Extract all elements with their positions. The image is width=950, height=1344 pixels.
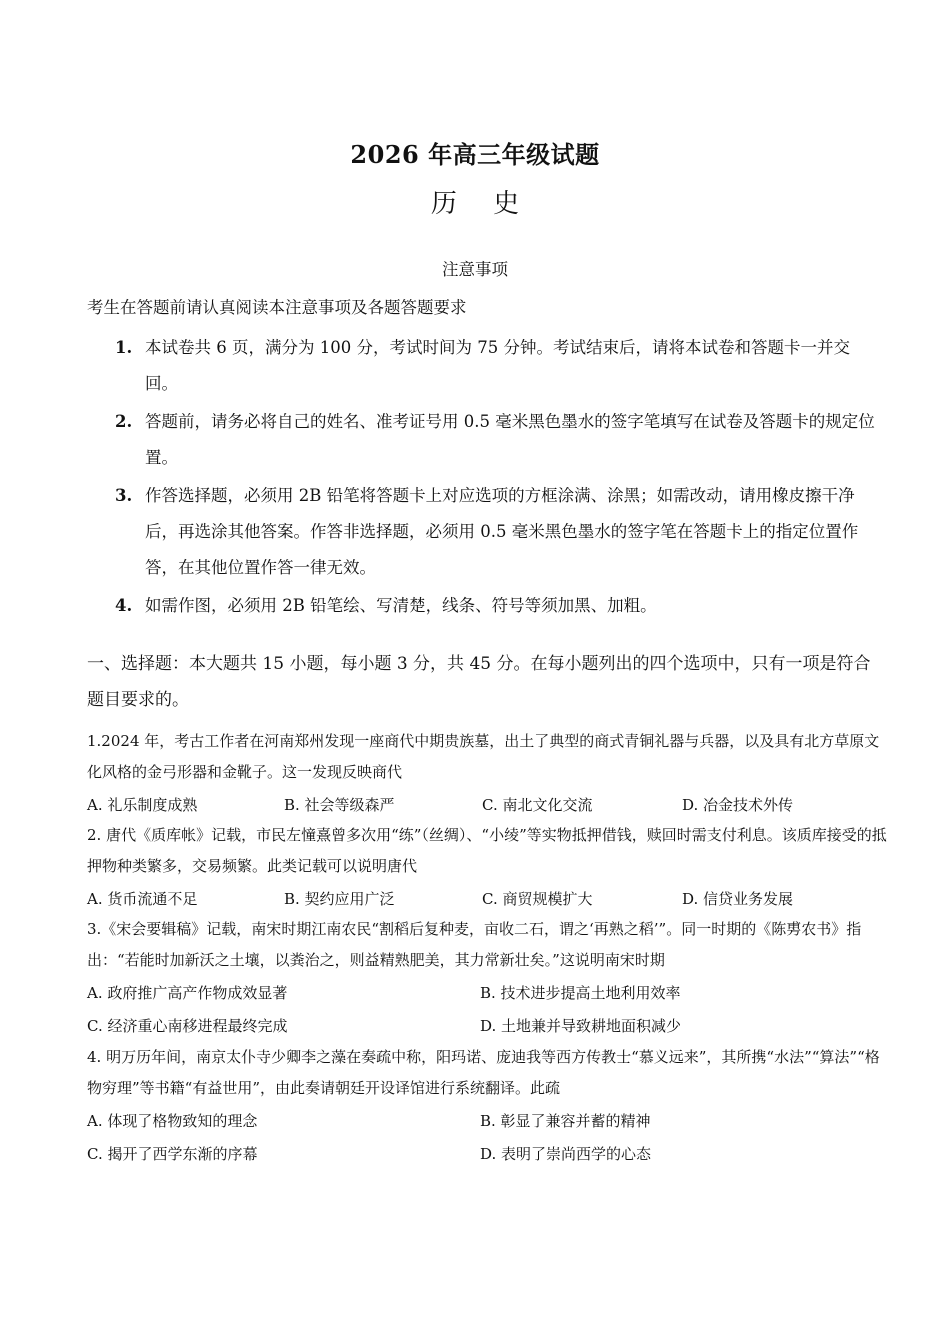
notice-intro: 考生在答题前请认真阅读本注意事项及各题答题要求 [87,298,467,317]
notice-item-text: 本试卷共 6 页，满分为 100 分，考试时间为 75 分钟。考试结束后，请将本试卷和答题卡一并交回。 [145,338,850,393]
option-row [87,1137,887,1170]
notice-item-number: 3. [115,486,133,505]
option-row [87,976,887,1009]
option-a[interactable]: A. 货币流通不足 [87,889,198,908]
option-b[interactable]: B. 契约应用广泛 [284,889,395,908]
option-row [87,788,887,820]
question [87,726,887,820]
option-c[interactable]: C. 经济重心南移进程最终完成 [87,1017,288,1035]
question [87,1042,887,1170]
question [87,820,887,914]
exam-title: 2026 年高三年级试题 [350,140,600,169]
option-row [87,882,887,914]
notice-item-number: 4. [115,596,133,615]
option-a[interactable]: A. 政府推广高产作物成效显著 [87,984,288,1002]
question-stem: 2. 唐代《质库帐》记载，市民左憧熹曾多次用“练”（丝绸）、“小绫”等实物抵押借钱，赎回时需支付利息。该质库接受的抵押物种类繁多，交易频繁。此类记载可以说明唐代 [87,826,887,875]
option-c[interactable]: C. 揭开了西学东渐的序幕 [87,1145,258,1163]
option-c[interactable]: C. 商贸规模扩大 [482,889,593,908]
notice-item [115,478,875,586]
notice-item [115,330,875,402]
question [87,914,887,1042]
notice-heading: 注意事项 [442,260,508,279]
option-a[interactable]: A. 体现了格物致知的理念 [87,1112,258,1130]
notice-list [115,330,875,626]
question-stem: 4. 明万历年间，南京太仆寺少卿李之藻在奏疏中称，阳玛诺、庞迪我等西方传教士“慕义远来”，其所携“水法”“算法”“格物穷理”等书籍“有益世用”，由此奏请朝廷开设译馆进行系统翻译。此疏 [87,1048,880,1097]
option-d[interactable]: D. 冶金技术外传 [682,795,794,814]
section-heading: 一、选择题：本大题共 15 小题，每小题 3 分，共 45 分。在每小题列出的四个选项中，只有一项是符合题目要求的。 [87,654,871,710]
notice-item-number: 2. [115,412,133,431]
option-b[interactable]: B. 彰显了兼容并蓄的精神 [480,1112,651,1130]
question-stem: 3.《宋会要辑稿》记载，南宋时期江南农民“割稻后复种麦，亩收二石，谓之‘再熟之稻’”。同一时期的《陈旉农书》指出：“若能时加新沃之土壤，以粪治之，则益精熟肥美，其力常新壮矣。”这说明南宋时期 [87,920,862,969]
option-d[interactable]: D. 土地兼并导致耕地面积减少 [480,1017,682,1035]
notice-item-text: 答题前，请务必将自己的姓名、准考证号用 0.5 毫米黑色墨水的签字笔填写在试卷及答题卡的规定位置。 [145,412,875,467]
option-d[interactable]: D. 表明了崇尚西学的心态 [480,1145,652,1163]
option-c[interactable]: C. 南北文化交流 [482,795,593,814]
notice-item-text: 作答选择题，必须用 2B 铅笔将答题卡上对应选项的方框涂满、涂黑；如需改动，请用橡皮擦干净后，再选涂其他答案。作答非选择题，必须用 0.5 毫米黑色墨水的签字笔在答题卡上的指定位置作答，在其他位置作答一律无效。 [145,486,859,577]
option-row [87,1009,887,1042]
notice-item [115,588,875,624]
question-stem: 1.2024 年，考古工作者在河南郑州发现一座商代中期贵族墓，出土了典型的商式青铜礼器与兵器，以及具有北方草原文化风格的金弓形器和金靴子。这一发现反映商代 [87,732,880,781]
notice-item-number: 1. [115,338,133,357]
notice-item [115,404,875,476]
exam-subject: 历 史 [430,189,534,219]
option-b[interactable]: B. 技术进步提高土地利用效率 [480,984,681,1002]
option-b[interactable]: B. 社会等级森严 [284,795,395,814]
option-row [87,1104,887,1137]
notice-item-text: 如需作图，必须用 2B 铅笔绘、写清楚，线条、符号等须加黑、加粗。 [145,596,657,615]
option-a[interactable]: A. 礼乐制度成熟 [87,795,198,814]
question-list [87,726,887,1170]
option-d[interactable]: D. 信贷业务发展 [682,889,794,908]
